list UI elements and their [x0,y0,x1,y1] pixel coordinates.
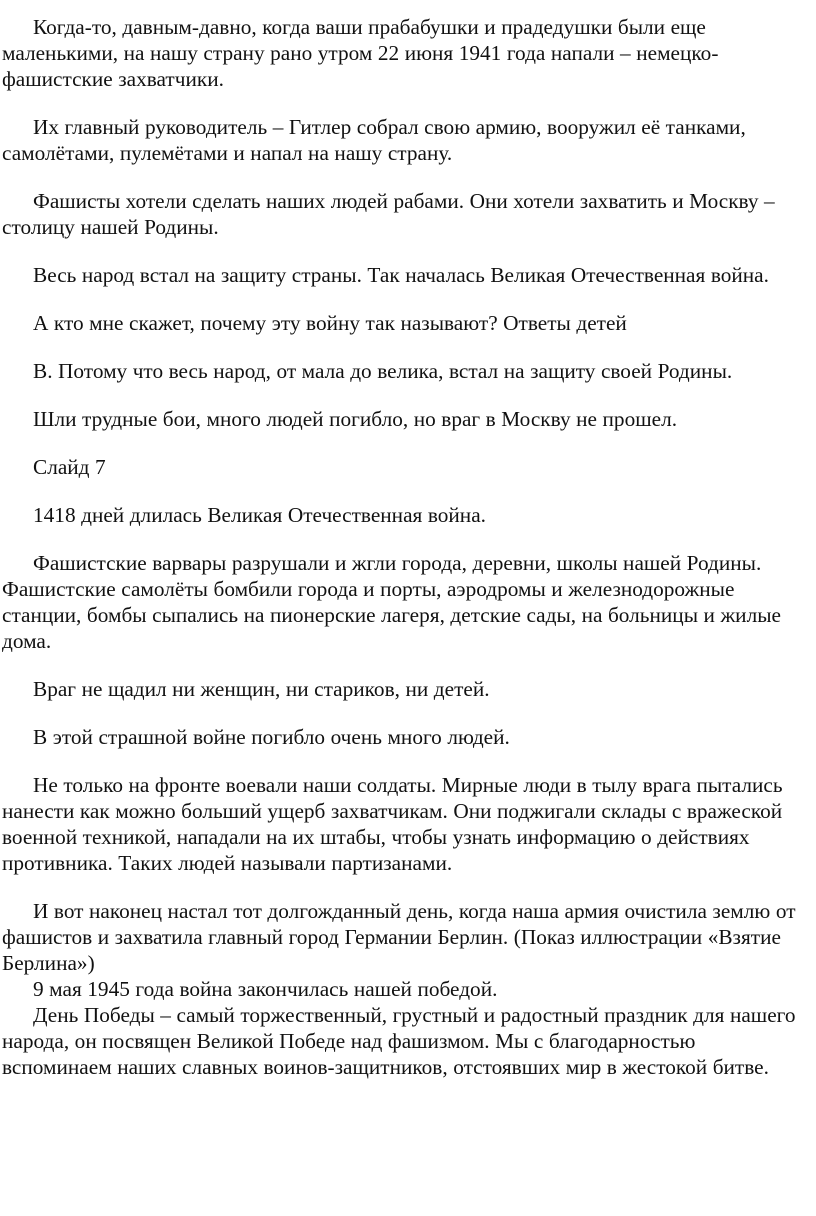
paragraph-slide-label: Слайд 7 [33,455,106,479]
paragraph-partisans: Не только на фронте воевали наши солдаты. Мирные люди в тылу врага пытались нанести как можно больший ущерб захватчикам. Они поджигали склады с вражеской военной техникой, нападали на их штабы, чтобы узнать информацию о действиях противника. Таких людей называли партизанами. [2,773,783,875]
paragraph-hitler-army: Их главный руководитель – Гитлер собрал свою армию, вооружил её танками, самолётами, пулемётами и напал на нашу страну. [2,115,746,165]
paragraph-invasion: Когда-то, давным-давно, когда ваши прабабушки и прадедушки были еще маленькими, на нашу страну рано утром 22 июня 1941 года напали – немецко-фашистские захватчики. [2,15,719,91]
paragraph-war-duration: 1418 дней длилась Великая Отечественная война. [33,503,486,527]
paragraph-fascist-goals: Фашисты хотели сделать наших людей рабами. Они хотели захватить и Москву – столицу нашей Родины. [2,189,775,239]
paragraph-casualties: В этой страшной войне погибло очень много людей. [33,725,510,749]
paragraph-question: А кто мне скажет, почему эту войну так называют? Ответы детей [33,311,627,335]
paragraph-answer: В. Потому что весь народ, от мала до велика, встал на защиту своей Родины. [33,359,733,383]
paragraph-victory-day: День Победы – самый торжественный, грустный и радостный праздник для нашего народа, он посвящен Великой Победе над фашизмом. Мы с благодарностью вспоминаем наших славных воинов-защитников, отстоявших мир в жестокой битве. [2,1003,796,1079]
paragraph-berlin: И вот наконец настал тот долгожданный день, когда наша армия очистила землю от фашистов и захватила главный город Германии Берлин. (Показ иллюстрации «Взятие Берлина») [2,899,796,975]
paragraph-war-began: Весь народ встал на защиту страны. Так началась Великая Отечественная война. [33,263,769,287]
paragraph-no-mercy: Враг не щадил ни женщин, ни стариков, ни детей. [33,677,490,701]
paragraph-victory-date: 9 мая 1945 года война закончилась нашей победой. [33,977,498,1001]
paragraph-moscow-battles: Шли трудные бои, много людей погибло, но враг в Москву не прошел. [33,407,678,431]
paragraph-destruction: Фашистские варвары разрушали и жгли города, деревни, школы нашей Родины. Фашистские самолёты бомбили города и порты, аэродромы и железнодорожные станции, бомбы сыпались на пионерские лагеря, детские сады, на больницы и жилые дома. [2,551,781,653]
